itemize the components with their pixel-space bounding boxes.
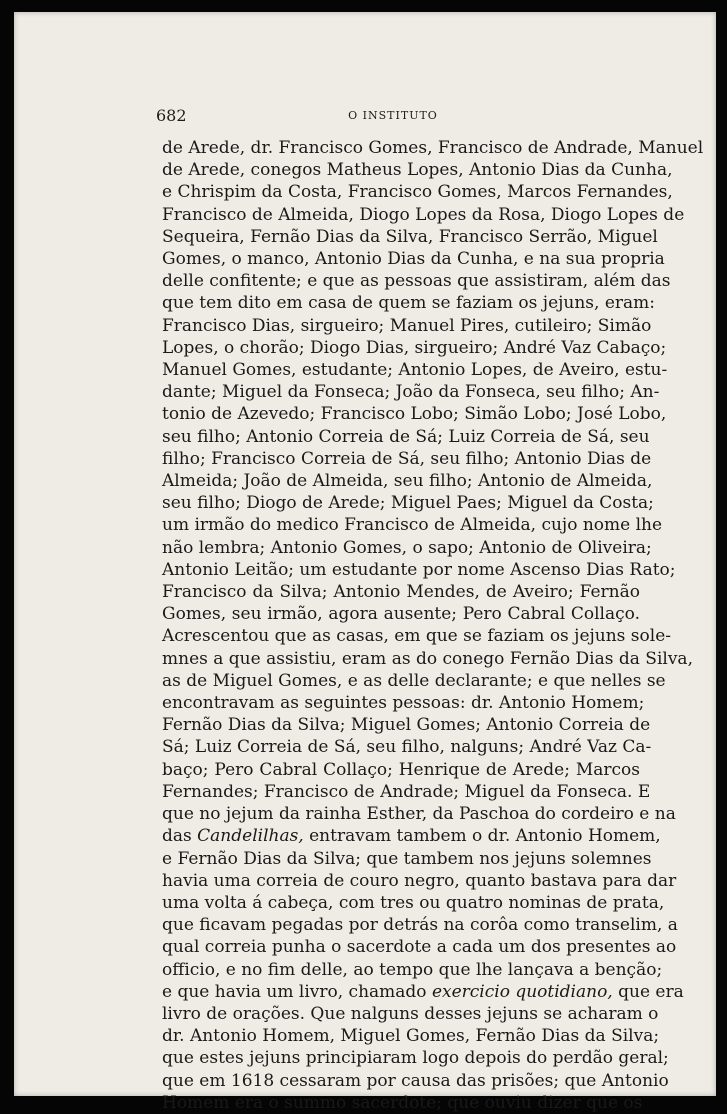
text-line: Acrescentou que as casas, em que se faziam os jejuns sole-	[162, 626, 672, 647]
text-line: seu filho; Diogo de Arede; Miguel Paes; Miguel da Costa;	[162, 493, 654, 514]
text-line: mnes a que assistiu, eram as do conego Fernão Dias da Silva,	[162, 648, 693, 669]
text-line: Manuel Gomes, estudante; Antonio Lopes, de Aveiro, estu-	[162, 360, 668, 381]
text-line: que tem dito em casa de quem se faziam os jejuns, eram:	[162, 293, 655, 314]
text-line: seu filho; Antonio Correia de Sá; Luiz Correia de Sá, seu	[162, 426, 650, 447]
line-segment: e que havia um livro, chamado	[162, 981, 432, 1002]
text-line: que em 1618 cessaram por causa das prisões; que Antonio	[162, 1070, 669, 1091]
page-number: 682	[156, 106, 187, 125]
body-text	[162, 137, 704, 1114]
italic-term-exercicio: exercicio quotidiano,	[431, 981, 613, 1002]
text-line-exercicio	[162, 981, 684, 1003]
text-line-candelilhas	[162, 825, 661, 847]
line-segment: que era	[612, 981, 684, 1002]
text-line: um irmão do medico Francisco de Almeida, cujo nome lhe	[162, 515, 663, 536]
text-line: tonio de Azevedo; Francisco Lobo; Simão Lobo; José Lobo,	[162, 404, 667, 425]
text-line: Fernão Dias da Silva; Miguel Gomes; Antonio Correia de	[162, 715, 651, 736]
text-line: de Arede, conegos Matheus Lopes, Antonio Dias da Cunha,	[162, 160, 673, 181]
text-line-last: Homem era o summo sacerdote; que ouviu dizer que os	[162, 1092, 643, 1113]
text-line: as de Miguel Gomes, e as delle declarante; e que nelles se	[162, 670, 666, 691]
book-page	[14, 12, 716, 1113]
running-title: O INSTITUTO	[348, 109, 438, 122]
text-line: encontravam as seguintes pessoas: dr. Antonio Homem;	[162, 693, 645, 714]
text-line: delle confitente; e que as pessoas que assistiram, além das	[162, 271, 671, 292]
text-line: de Arede, dr. Francisco Gomes, Francisco de Andrade, Manuel	[162, 138, 704, 158]
text-line: filho; Francisco Correia de Sá, seu filho; Antonio Dias de	[162, 448, 652, 469]
line-segment: entravam tambem o dr. Antonio Homem,	[303, 826, 661, 847]
text-line: Francisco Dias, sirgueiro; Manuel Pires, cutileiro; Simão	[162, 315, 652, 336]
text-line: Sá; Luiz Correia de Sá, seu filho, nalguns; André Vaz Ca-	[162, 737, 652, 758]
line-segment: das	[162, 826, 198, 847]
text-line: que ficavam pegadas por detrás na corôa como transelim, a	[162, 915, 678, 936]
text-line: que estes jejuns principiaram logo depois do perdão geral;	[162, 1048, 669, 1069]
text-line: dr. Antonio Homem, Miguel Gomes, Fernão Dias da Silva;	[162, 1026, 660, 1047]
text-line: baço; Pero Cabral Collaço; Henrique de Arede; Marcos	[162, 759, 640, 780]
text-line: dante; Miguel da Fonseca; João da Fonseca, seu filho; An-	[162, 382, 660, 403]
text-line: Antonio Leitão; um estudante por nome Ascenso Dias Rato;	[162, 559, 676, 580]
text-line: livro de orações. Que nalguns desses jejuns se acharam o	[162, 1003, 659, 1024]
text-line: uma volta á cabeça, com tres ou quatro nominas de prata,	[162, 892, 665, 913]
text-line: Francisco de Almeida, Diogo Lopes da Rosa, Diogo Lopes de	[162, 204, 685, 225]
text-line: não lembra; Antonio Gomes, o sapo; Antonio de Oliveira;	[162, 537, 652, 558]
text-line: Almeida; João de Almeida, seu filho; Antonio de Almeida,	[162, 471, 653, 492]
text-line: Fernandes; Francisco de Andrade; Miguel da Fonseca. E	[162, 781, 651, 802]
text-line: Lopes, o chorão; Diogo Dias, sirgueiro; André Vaz Cabaço;	[162, 337, 667, 358]
text-line: Sequeira, Fernão Dias da Silva, Francisco Serrão, Miguel	[162, 226, 658, 247]
text-line: Gomes, o manco, Antonio Dias da Cunha, e na sua propria	[162, 249, 665, 270]
text-line: e Chrispim da Costa, Francisco Gomes, Marcos Fernandes,	[162, 182, 673, 203]
text-line: havia uma correia de couro negro, quanto bastava para dar	[162, 870, 677, 891]
text-line: e Fernão Dias da Silva; que tambem nos jejuns solemnes	[162, 848, 652, 869]
text-line: que no jejum da rainha Esther, da Paschoa do cordeiro e na	[162, 804, 676, 825]
text-line: Gomes, seu irmão, agora ausente; Pero Cabral Collaço.	[162, 604, 640, 625]
italic-term-candelilhas: Candelilhas,	[197, 826, 304, 847]
text-line: officio, e no fim delle, ao tempo que lhe lançava a benção;	[162, 959, 663, 980]
text-line: qual correia punha o sacerdote a cada um dos presentes ao	[162, 937, 677, 958]
page-header	[156, 106, 630, 126]
text-line: Francisco da Silva; Antonio Mendes, de Aveiro; Fernão	[162, 582, 640, 603]
